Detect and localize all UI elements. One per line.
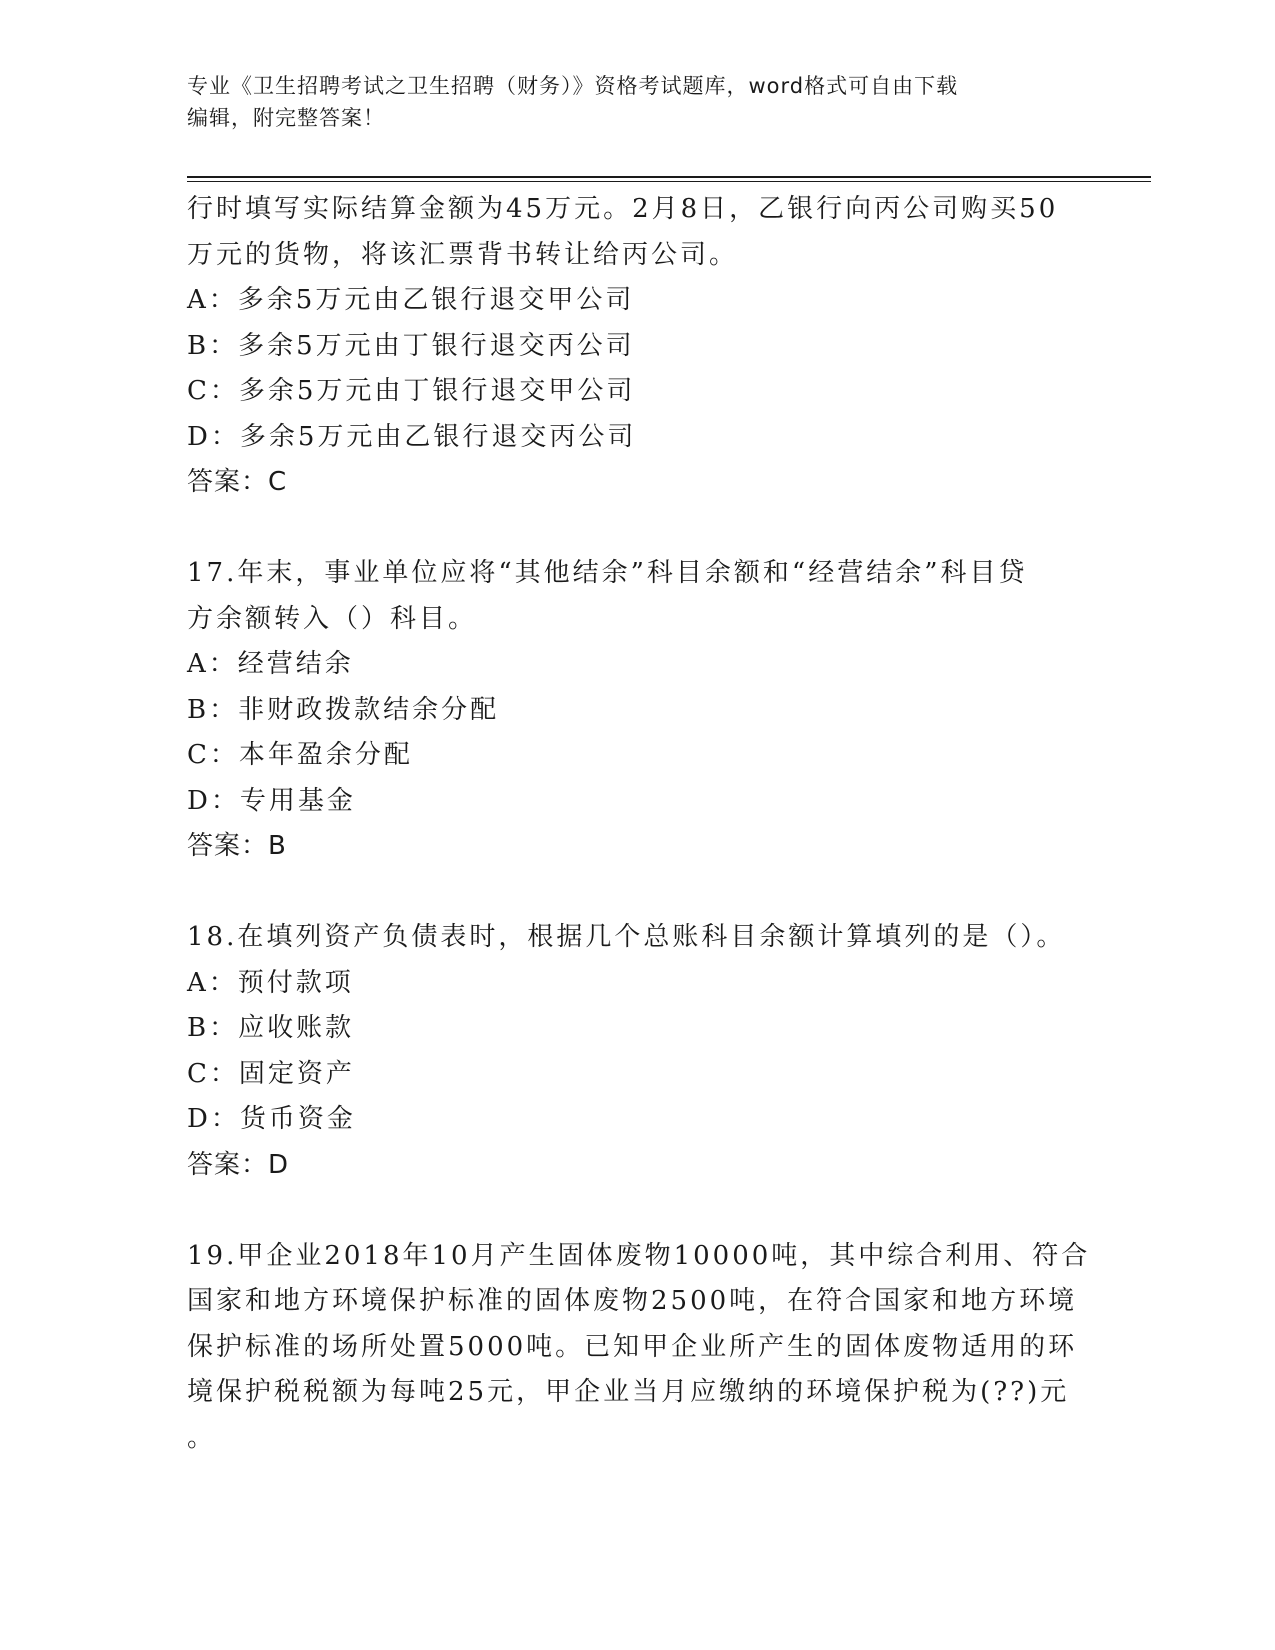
question-stem-line: 行时填写实际结算金额为45万元。2月8日，乙银行向丙公司购买50 xyxy=(187,194,1059,224)
question-stem-line: 保护标准的场所处置5000吨。已知甲企业所产生的固体废物适用的环 xyxy=(187,1331,1078,1362)
question-16 xyxy=(187,187,1077,506)
option-a: A：经营结余 xyxy=(187,649,354,679)
question-spacer xyxy=(187,1188,1077,1234)
answer-line: 答案：C xyxy=(187,467,288,497)
option-c: C：多余5万元由丁银行退交甲公司 xyxy=(187,376,636,406)
option-c: C：固定资产 xyxy=(187,1058,355,1089)
question-content xyxy=(187,187,1091,1461)
question-stem-line: 方余额转入（）科目。 xyxy=(187,603,478,634)
option-a: A：多余5万元由乙银行退交甲公司 xyxy=(187,285,635,315)
question-stem-line: 17.年末，事业单位应将“其他结余”科目余额和“经营结余”科目贷 xyxy=(187,558,1028,588)
option-b: B：多余5万元由丁银行退交丙公司 xyxy=(187,330,635,361)
header-divider-thick xyxy=(187,176,1151,178)
question-17 xyxy=(187,551,1077,870)
question-stem-line: 国家和地方环境保护标准的固体废物2500吨，在符合国家和地方环境 xyxy=(187,1286,1078,1316)
question-18 xyxy=(187,915,1077,1188)
option-d: D：多余5万元由乙银行退交丙公司 xyxy=(187,421,637,452)
header-line-1: 专业《卫生招聘考试之卫生招聘（财务）》资格考试题库，word格式可自由下载 xyxy=(187,74,959,98)
question-spacer xyxy=(187,870,1077,916)
question-stem-line: 19.甲企业2018年10月产生固体废物10000吨，其中综合利用、符合 xyxy=(187,1240,1091,1271)
question-stem-line: 18.在填列资产负债表时，根据几个总账科目余额计算填列的是（）。 xyxy=(187,922,1066,952)
question-stem-line: 。 xyxy=(187,1422,217,1453)
page-header xyxy=(187,70,1067,134)
option-b: B：应收账款 xyxy=(187,1013,355,1043)
option-a: A：预付款项 xyxy=(187,967,354,998)
option-d: D：货币资金 xyxy=(187,1104,356,1134)
answer-line: 答案：D xyxy=(187,1149,290,1180)
option-d: D：专用基金 xyxy=(187,785,356,816)
option-c: C：本年盈余分配 xyxy=(187,740,413,770)
answer-line: 答案：B xyxy=(187,831,287,861)
question-stem-line: 万元的货物，将该汇票背书转让给丙公司。 xyxy=(187,239,739,270)
question-19 xyxy=(187,1234,1091,1462)
header-divider-thin xyxy=(187,181,1151,182)
header-line-2: 编辑，附完整答案！ xyxy=(187,106,385,130)
option-b: B：非财政拨款结余分配 xyxy=(187,694,500,725)
question-spacer xyxy=(187,506,1077,552)
question-stem-line: 境保护税税额为每吨25元，甲企业当月应缴纳的环境保护税为(??)元 xyxy=(187,1377,1070,1407)
